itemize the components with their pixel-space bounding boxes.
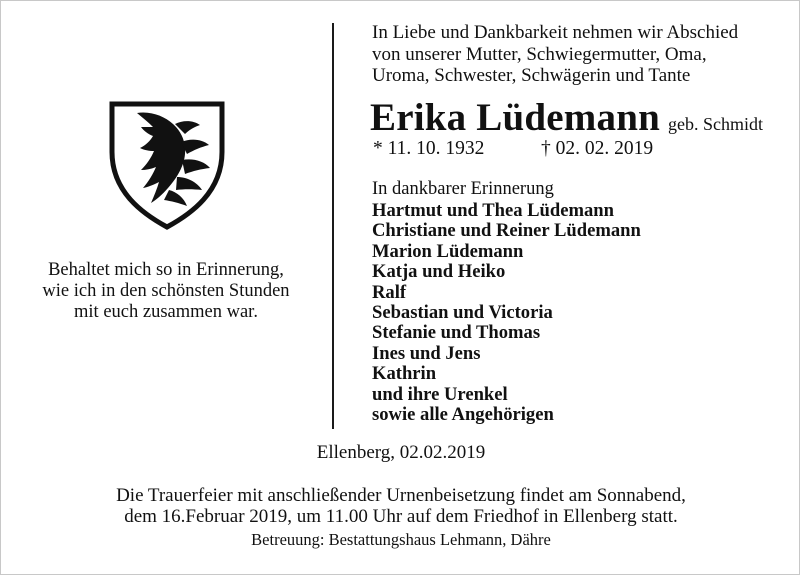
mourner-name: Christiane und Reiner Lüdemann [372,220,641,242]
ceremony-line: Die Trauerfeier mit anschließender Urnenbeisetzung findet am Sonnabend, [116,485,686,506]
coat-of-arms-icon [107,100,227,230]
ceremony-line: dem 16.Februar 2019, um 11.00 Uhr auf dem Friedhof in Ellenberg statt. [124,505,678,527]
mourner-name: Sebastian und Victoria [372,302,553,324]
mourner-name: Ralf [372,281,407,303]
motto-line: mit euch zusammen war. [74,302,258,322]
place-and-date: Ellenberg, 02.02.2019 [316,442,486,463]
deceased-name-line [370,95,763,140]
motto-line: Behaltet mich so in Erinnerung, [48,260,284,280]
mourner-name: Ines und Jens [372,342,481,364]
intro-line: Uroma, Schwester, Schwägerin und Tante [372,65,691,86]
mourner-name: Hartmut und Thea Lüdemann [372,200,614,221]
deceased-name: Erika Lüdemann [370,96,660,139]
mourner-name: Katja und Heiko [372,261,506,283]
vertical-divider [332,23,334,429]
mourner-name: Marion Lüdemann [372,240,524,262]
mourners-heading: In dankbarer Erinnerung [372,179,554,199]
mourner-name: und ihre Urenkel [372,383,508,405]
ceremony-announcement [1,486,800,527]
intro-line: von unserer Mutter, Schwiegermutter, Oma, [372,43,707,65]
intro-text [372,22,738,87]
mourner-name: Kathrin [372,363,437,385]
birth-date: * 11. 10. 1932 [373,138,485,159]
motto-line: wie ich in den schönsten Stunden [42,281,290,301]
mourners-list [372,201,641,425]
mourner-name: Stefanie und Thomas [372,322,541,344]
funeral-home-credit: Betreuung: Bestattungshaus Lehmann, Dähre [251,530,551,549]
intro-line: In Liebe und Dankbarkeit nehmen wir Abschied [372,22,739,43]
death-date: † 02. 02. 2019 [541,138,654,159]
motto-verse [21,260,311,323]
mourner-name: sowie alle Angehörigen [372,404,554,426]
maiden-name: geb. Schmidt [667,114,763,134]
